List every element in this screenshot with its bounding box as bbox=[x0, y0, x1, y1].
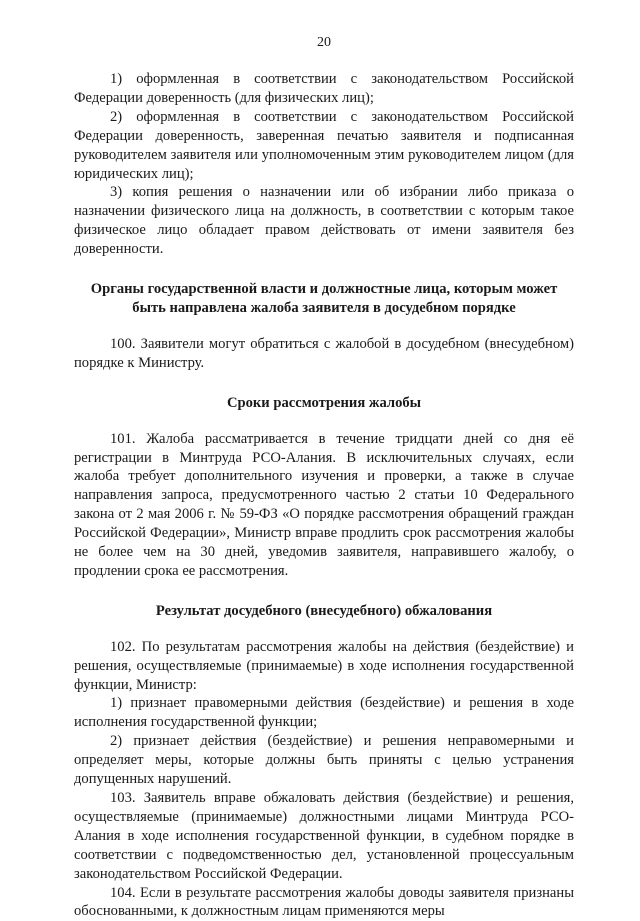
paragraph-102-item-2: 2) признает действия (бездействие) и решения неправомерными и определяет меры, которые должны быть приняты с целью устранения допущенных нарушений. bbox=[74, 733, 574, 788]
paragraph-101: 101. Жалоба рассматривается в течение тридцати дней со дня её регистрации в Минтруда РСО-Алания. В исключительных случаях, если жалоба требует дополнительного изучения и проверки, а также в случае направления запроса, предусмотренного частью 2 статьи 10 Федерального закона от 2 мая 2006 г. № 59-ФЗ «О порядке рассмотрения обращений граждан Российской Федерации», Министр вправе продлить срок рассмотрения жалобы не более чем на 30 дней, уведомив заявителя, направившего жалобу, о продлении срока ее рассмотрения. bbox=[74, 430, 574, 579]
paragraph-102: 102. По результатам рассмотрения жалобы на действия (бездействие) и решения, осуществляемые (принимаемые) в ходе исполнения государственной функции, Министр: bbox=[74, 638, 574, 693]
section-heading-organs: Органы государственной власти и должностные лица, которым может быть направлена жалоба заявителя в досудебном порядке bbox=[90, 281, 558, 316]
paragraph-104: 104. Если в результате рассмотрения жалобы доводы заявителя признаны обоснованными, к должностным лицам применяются меры bbox=[74, 884, 574, 920]
spacer bbox=[74, 621, 574, 638]
spacer bbox=[74, 259, 574, 280]
spacer bbox=[74, 413, 574, 430]
list-item-power-of-attorney-individuals: 1) оформленная в соответствии с законодательством Российской Федерации доверенность (для физических лиц); bbox=[74, 71, 574, 106]
list-item-power-of-attorney-legal-entities: 2) оформленная в соответствии с законодательством Российской Федерации доверенность, заверенная печатью заявителя и подписанная руководителем заявителя или уполномоченным этим руководителем лицом (для юридических лиц); bbox=[74, 108, 574, 182]
list-item-appointment-decision-copy: 3) копия решения о назначении или об избрании либо приказа о назначении физического лица на должность, в соответствии с которым такое физическое лицо обладает правом действовать от имени заявителя без доверенности. bbox=[74, 184, 574, 258]
spacer bbox=[74, 318, 574, 335]
section-heading-terms: Сроки рассмотрения жалобы bbox=[226, 394, 422, 411]
spacer bbox=[74, 373, 574, 394]
section-heading-result: Результат досудебного (внесудебного) обжалования bbox=[155, 602, 493, 619]
paragraph-102-item-1: 1) признает правомерными действия (бездействие) и решения в ходе исполнения государственной функции; bbox=[74, 695, 574, 731]
spacer bbox=[74, 581, 574, 602]
paragraph-100: 100. Заявители могут обратиться с жалобой в досудебном (внесудебном) порядке к Министру. bbox=[74, 335, 574, 371]
page-number: 20 bbox=[317, 35, 331, 50]
paragraph-103: 103. Заявитель вправе обжаловать действия (бездействие) и решения, осуществляемые (принимаемые) должностными лицами Минтруда РСО-Алания в ходе исполнения государственной функции, в судебном порядке в соответствии с подведомственностью дел, установленной процессуальным законодательством Российской Федерации. bbox=[74, 790, 574, 882]
